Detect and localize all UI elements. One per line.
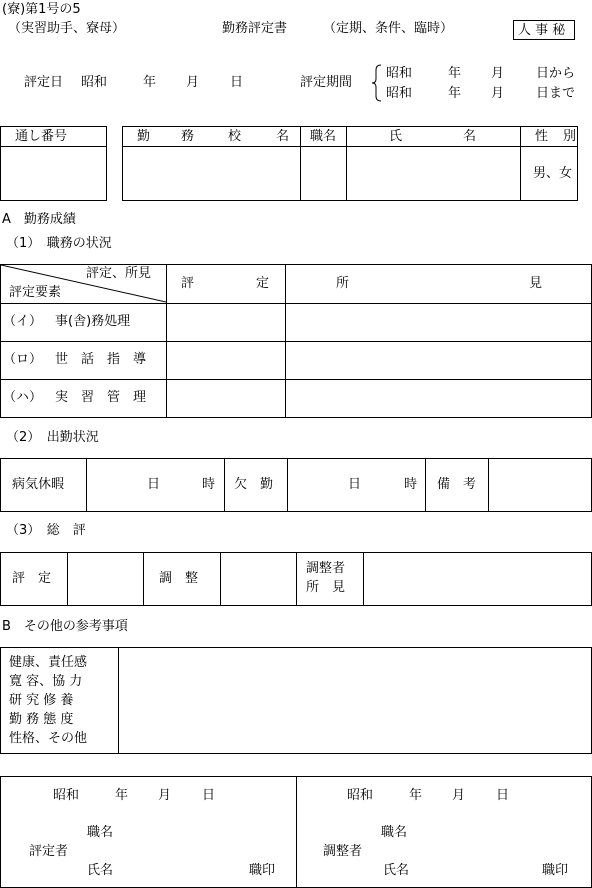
diag-bottom-label: 評定要素: [9, 285, 62, 300]
adjuster-year: 年: [409, 788, 423, 803]
sick-hours-label: 時: [202, 477, 216, 492]
item-character: 性格、その他: [9, 731, 88, 746]
form-id: (寮)第1号の5: [2, 2, 81, 17]
row-1-remarks-field[interactable]: [286, 304, 591, 341]
evaluator-month: 月: [158, 788, 172, 803]
item-study: 研 究 修 養: [9, 693, 74, 708]
signature-table: [0, 776, 592, 888]
attendance-remarks-field[interactable]: [489, 459, 591, 511]
name-label-2: 名: [463, 129, 477, 144]
school-label-4: 名: [276, 129, 290, 144]
item-attitude: 勤 務 態 度: [9, 712, 74, 727]
adjuster-name: 氏名: [383, 863, 410, 878]
evaluation-type: （定期、条件、臨時）: [323, 21, 454, 36]
row-2-remarks-field[interactable]: [286, 342, 591, 379]
eval-date-era: 昭和: [81, 75, 108, 90]
remarks-header-1: 所: [336, 276, 350, 291]
adjuster-era: 昭和: [347, 788, 374, 803]
rating-header-1: 評: [181, 276, 195, 291]
period-from-year: 年: [448, 66, 462, 81]
adjuster-seal: 職印: [542, 863, 569, 878]
adjuster-position: 職名: [381, 825, 408, 840]
item-health: 健康、責任感: [9, 655, 88, 670]
row-3-paren: （ハ）: [3, 390, 43, 405]
position-label: 職名: [310, 129, 337, 144]
adjustment-field[interactable]: [221, 553, 296, 605]
overall-rating-label: 評 定: [12, 571, 52, 586]
absence-field[interactable]: [288, 459, 425, 511]
section-b-title: B その他の参考事項: [2, 619, 128, 634]
section-a-title: A 勤務成績: [2, 212, 76, 227]
school-name-field[interactable]: [123, 147, 300, 200]
adjuster-day: 日: [496, 788, 510, 803]
evaluator-name: 氏名: [87, 863, 114, 878]
adjuster-label-1: 調整者: [306, 561, 346, 576]
sex-label-1: 性: [535, 129, 549, 144]
row-3-remarks-field[interactable]: [286, 380, 591, 417]
diag-top-label: 評定、所見: [86, 266, 152, 281]
row-1-rating-field[interactable]: [167, 304, 285, 341]
evaluator-role: 評定者: [29, 844, 69, 859]
adjuster-signature-field[interactable]: [297, 777, 591, 887]
adjuster-month: 月: [452, 788, 466, 803]
rating-header-2: 定: [256, 276, 270, 291]
period-from-month: 月: [491, 66, 505, 81]
evaluator-signature-field[interactable]: [1, 777, 296, 887]
school-label-2: 務: [181, 129, 195, 144]
period-to-day: 日まで: [536, 86, 576, 101]
form-title: 勤務評定書: [222, 21, 288, 36]
name-label-1: 氏: [389, 129, 403, 144]
item-tolerance: 寛 容、協 力: [9, 674, 83, 689]
attendance-table: [0, 458, 592, 512]
serial-number-table: [0, 126, 107, 201]
eval-date-month: 月: [186, 75, 200, 90]
other-matters-table: [0, 647, 592, 754]
confidential-stamp-text: 人 事 秘: [518, 23, 566, 38]
period-to-month: 月: [491, 86, 505, 101]
row-1-label: 事(舎)務処理: [55, 314, 131, 329]
absence-hours-label: 時: [404, 477, 418, 492]
evaluator-day: 日: [202, 788, 216, 803]
eval-date-year: 年: [143, 75, 157, 90]
sick-leave-field[interactable]: [87, 459, 224, 511]
other-matters-field[interactable]: [119, 648, 591, 753]
section-a-sub2: （2） 出勤状況: [6, 430, 99, 445]
serial-number-label: 通し番号: [15, 129, 68, 144]
identity-table: [122, 126, 578, 201]
overall-rating-field[interactable]: [68, 553, 143, 605]
period-to-era: 昭和: [386, 86, 413, 101]
evaluator-position: 職名: [87, 825, 114, 840]
evaluator-era: 昭和: [53, 788, 80, 803]
eval-date-day: 日: [230, 75, 244, 90]
brace-icon: [372, 64, 382, 102]
row-3-rating-field[interactable]: [167, 380, 285, 417]
school-label-1: 勤: [137, 129, 151, 144]
sex-label-2: 別: [563, 129, 577, 144]
row-2-paren: （ロ）: [3, 352, 43, 367]
employee-category: （実習助手、寮母）: [8, 21, 126, 36]
duty-status-table: [0, 264, 592, 418]
attendance-remarks-label: 備 考: [437, 477, 477, 492]
absence-days-label: 日: [348, 477, 362, 492]
school-label-3: 校: [228, 129, 242, 144]
serial-number-field[interactable]: [1, 147, 106, 200]
sick-leave-label: 病気休暇: [12, 477, 65, 492]
sick-days-label: 日: [147, 477, 161, 492]
period-to-year: 年: [448, 86, 462, 101]
evaluator-seal: 職印: [249, 863, 276, 878]
adjuster-remarks-field[interactable]: [364, 553, 591, 605]
confidential-stamp: [513, 20, 575, 40]
sex-options[interactable]: 男、女: [533, 166, 573, 181]
adjuster-role: 調整者: [323, 844, 363, 859]
period-label: 評定期間: [300, 75, 353, 90]
row-1-paren: （イ）: [3, 314, 43, 329]
overall-table: [0, 552, 592, 606]
section-a-sub3: （3） 総 評: [6, 523, 86, 538]
row-2-label: 世 話 指 導: [55, 352, 147, 367]
period-from-era: 昭和: [386, 66, 413, 81]
row-3-label: 実 習 管 理: [55, 390, 147, 405]
eval-date-label: 評定日: [24, 75, 64, 90]
period-from-day: 日から: [536, 66, 576, 81]
evaluator-year: 年: [115, 788, 129, 803]
section-a-sub1: （1） 職務の状況: [6, 236, 112, 251]
adjuster-label-2: 所 見: [306, 580, 346, 595]
position-field[interactable]: [301, 147, 346, 200]
absence-label: 欠 勤: [234, 477, 274, 492]
name-field[interactable]: [347, 147, 520, 200]
adjustment-label: 調 整: [159, 571, 199, 586]
row-2-rating-field[interactable]: [167, 342, 285, 379]
remarks-header-2: 見: [529, 276, 543, 291]
